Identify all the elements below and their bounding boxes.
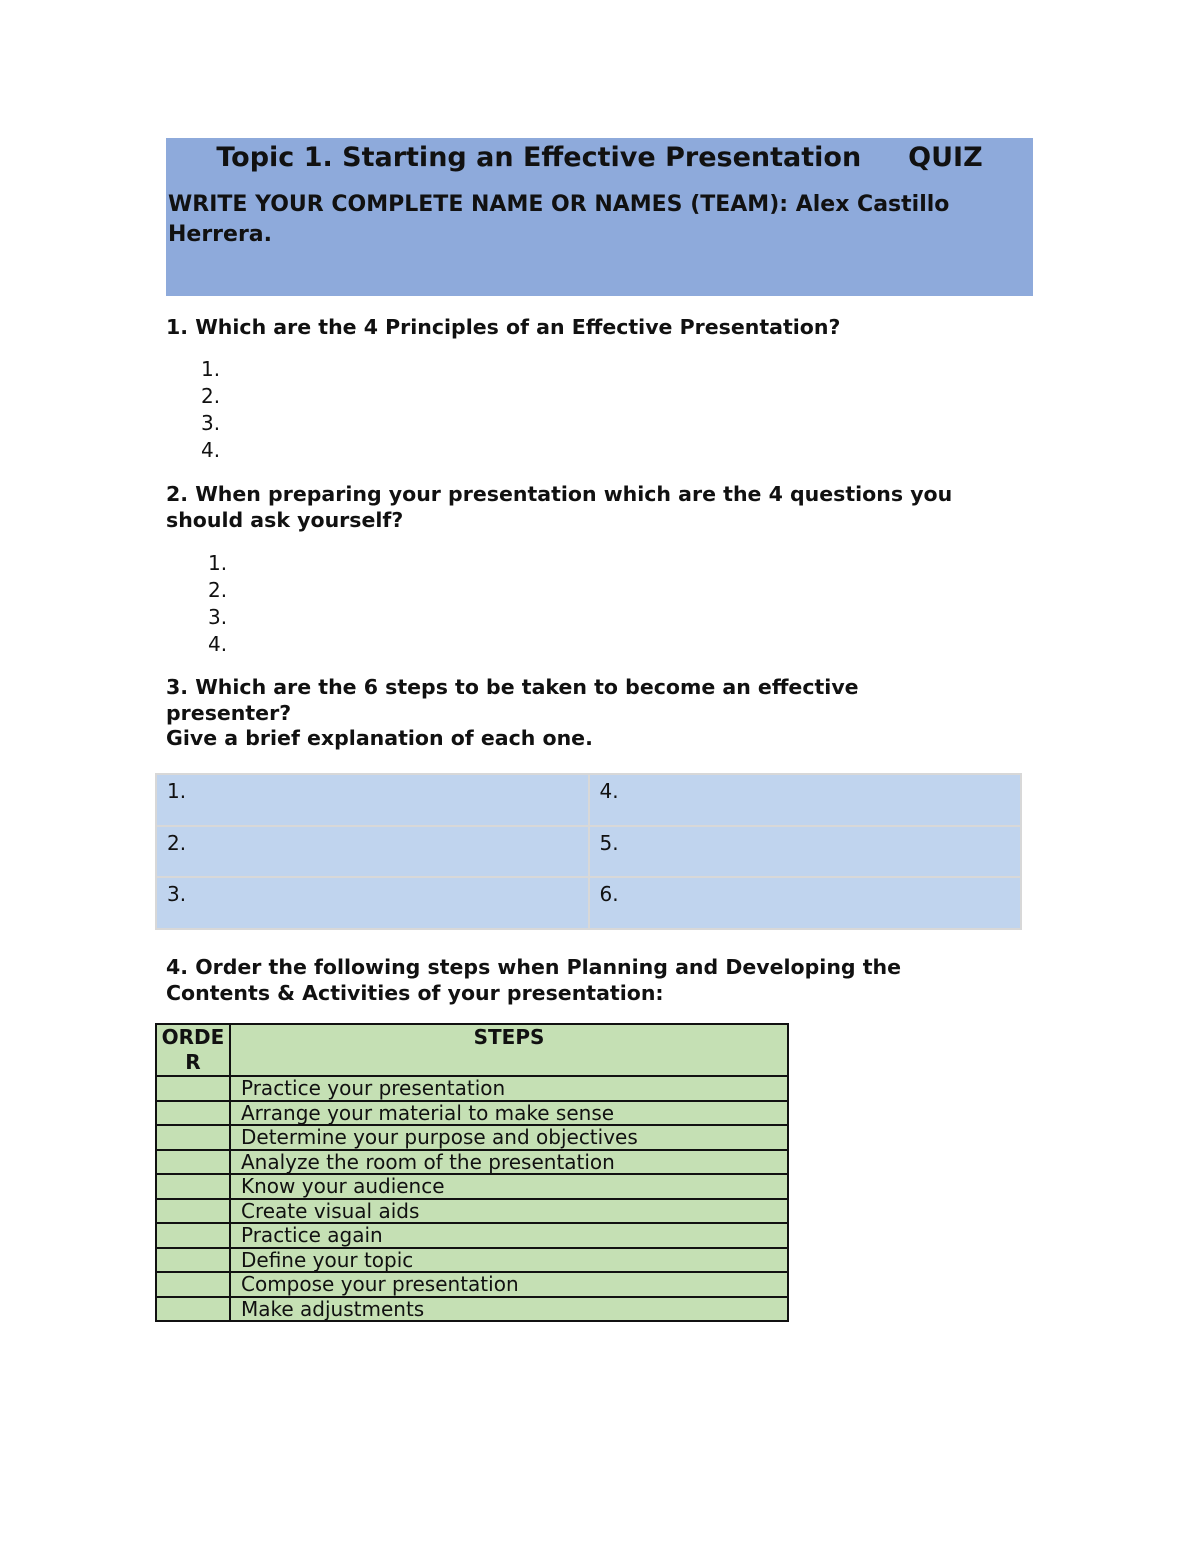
question-3: 3. Which are the 6 steps to be taken to become an effective presenter? <box>166 675 859 725</box>
step-text: Make adjustments <box>230 1297 788 1322</box>
answer-item: 1. <box>208 551 228 575</box>
order-cell[interactable] <box>156 1223 230 1248</box>
order-steps-table <box>155 1023 789 1322</box>
answer-item: 1. <box>201 357 221 381</box>
question-1: 1. Which are the 4 Principles of an Effective Presentation? <box>166 315 841 339</box>
quiz-title: Topic 1. Starting an Effective Presentation QUIZ <box>216 142 983 173</box>
question-2: 2. When preparing your presentation which are the 4 questions you should ask yourself? <box>166 482 953 532</box>
steps-column-header: STEPS <box>230 1024 788 1076</box>
step-text: Create visual aids <box>230 1199 788 1224</box>
step-cell[interactable]: 5. <box>589 826 1022 878</box>
order-cell[interactable] <box>156 1125 230 1150</box>
step-text: Analyze the room of the presentation <box>230 1150 788 1175</box>
step-text: Compose your presentation <box>230 1272 788 1297</box>
quiz-header <box>166 138 1033 296</box>
table-row <box>156 1199 788 1224</box>
order-cell[interactable] <box>156 1076 230 1101</box>
table-row <box>156 1101 788 1126</box>
order-cell[interactable] <box>156 1101 230 1126</box>
step-cell[interactable]: 6. <box>589 877 1022 929</box>
table-row <box>156 1272 788 1297</box>
question-4: 4. Order the following steps when Planning and Developing the Contents & Activities of your presentation: <box>166 955 902 1005</box>
answer-item: 2. <box>208 578 228 602</box>
order-cell[interactable] <box>156 1297 230 1322</box>
step-text: Practice your presentation <box>230 1076 788 1101</box>
step-cell[interactable]: 1. <box>156 774 589 826</box>
answer-item: 3. <box>201 411 221 435</box>
step-cell[interactable]: 4. <box>589 774 1022 826</box>
step-text: Arrange your material to make sense <box>230 1101 788 1126</box>
question-3-instruction: Give a brief explanation of each one. <box>166 726 593 750</box>
table-row <box>156 1125 788 1150</box>
table-row <box>156 1174 788 1199</box>
table-row <box>156 1297 788 1322</box>
table-row <box>156 1223 788 1248</box>
step-text: Practice again <box>230 1223 788 1248</box>
order-cell[interactable] <box>156 1150 230 1175</box>
step-cell[interactable]: 3. <box>156 877 589 929</box>
question-1-answers <box>201 356 220 464</box>
order-column-header: ORDER <box>156 1024 230 1076</box>
step-text: Know your audience <box>230 1174 788 1199</box>
step-text: Define your topic <box>230 1248 788 1273</box>
student-name-line: WRITE YOUR COMPLETE NAME OR NAMES (TEAM): Alex Castillo Herrera. <box>168 192 950 247</box>
table-row <box>156 1076 788 1101</box>
answer-item: 2. <box>201 384 221 408</box>
order-cell[interactable] <box>156 1199 230 1224</box>
step-text: Determine your purpose and objectives <box>230 1125 788 1150</box>
question-2-answers <box>208 550 227 658</box>
answer-item: 4. <box>201 438 221 462</box>
table-row <box>156 1150 788 1175</box>
step-cell[interactable]: 2. <box>156 826 589 878</box>
order-cell[interactable] <box>156 1248 230 1273</box>
table-row <box>156 1248 788 1273</box>
order-cell[interactable] <box>156 1272 230 1297</box>
six-steps-table <box>155 773 1022 930</box>
answer-item: 3. <box>208 605 228 629</box>
order-cell[interactable] <box>156 1174 230 1199</box>
answer-item: 4. <box>208 632 228 656</box>
